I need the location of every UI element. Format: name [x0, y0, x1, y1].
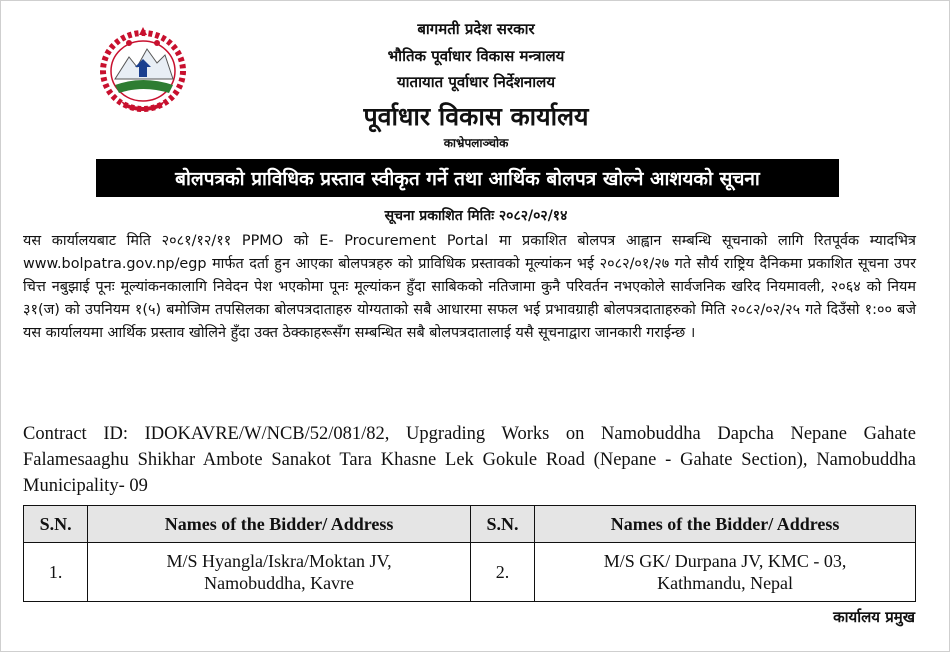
bidder-name: M/S GK/ Durpana JV, KMC - 03, [603, 551, 847, 571]
office-location: काभ्रेपलाञ्चोक [443, 136, 509, 150]
ministry-name: भौतिक पूर्वाधार विकास मन्त्रालय [387, 47, 565, 65]
bidder-address: Namobuddha, Kavre [204, 573, 355, 593]
bidder-address: Kathmandu, Nepal [657, 573, 794, 593]
notice-title-banner [96, 159, 839, 197]
bidder-table [23, 505, 916, 602]
government-name: बागमती प्रदेश सरकार [417, 20, 535, 38]
office-title: पूर्वाधार विकास कार्यालय [363, 102, 589, 131]
contract-details: Contract ID: IDOKAVRE/W/NCB/52/081/82, Upgrading Works on Namobuddha Dapcha Nepane Gahate Falamesaaghu Shikhar Ambote Sanakot Tara Khasne Lek Gokule Road (Nepane - Gahate Section), Namobuddha Municipality- 09 [23, 424, 916, 496]
notice-title: बोलपत्रको प्राविधिक प्रस्ताव स्वीकृत गर्ने तथा आर्थिक बोलपत्र खोल्ने आशयको सूचना [175, 168, 760, 190]
table-row [24, 543, 916, 602]
notice-body: यस कार्यालयबाट मिति २०८१/१२/११ PPMO को E- Procurement Portal मा प्रकाशित बोलपत्र आह्वान सम्बन्धि सूचनाको लागि रितपूर्वक म्यादभित्र www.bolpatra.gov.np/egp मार्फत दर्ता हुन आएका बोलपत्रहरु को प्राविधिक प्रस्तावको मूल्यांकन भई २०८२/०१/२७ गते सौर्य राष्ट्रिय दैनिकमा प्रकाशित सूचना उपर चित्त नबुझाई पूनः मूल्यांकनकालागि निवेदन पेश भएकोमा पूनः मूल्यांकन हुँदा साबिकको नतिजामा कुनै परिवर्तन नभएकोले सार्वजनिक खरिद नियमावली, २०६४ को नियम ३१(ज) को उपनियम १(५) बमोजिम तपसिलका बोलपत्रदाताहरु योग्यताको सबै आधारमा सफल भई प्रभावग्राही बोलपत्रदाताहरुको मिति २०८२/०२/२५ गते दिउँसो १:०० बजे यस कार्यालयमा आर्थिक प्रस्ताव खोलिने हुँदा उक्त ठेक्काहरूसँग सम्बन्धित सबै बोलपत्रदातालाई यसै सूचनाद्वारा जानकारी गराईन्छ । [23, 233, 916, 341]
bidder-sn: 2. [470, 543, 534, 602]
signatory: कार्यालय प्रमुख [833, 608, 915, 626]
header-sn: S.N. [470, 506, 534, 543]
header-sn: S.N. [24, 506, 88, 543]
publication-date: सूचना प्रकाशित मितिः २०८२/०२/१४ [384, 208, 568, 224]
header-bidder: Names of the Bidder/ Address [88, 506, 471, 543]
bidder-cell [88, 543, 471, 602]
header-bidder: Names of the Bidder/ Address [535, 506, 916, 543]
bidder-cell [535, 543, 916, 602]
directorate-name: यातायात पूर्वाधार निर्देशनालय [396, 73, 556, 91]
table-header-row [24, 506, 916, 543]
bidder-sn: 1. [24, 543, 88, 602]
bidder-name: M/S Hyangla/Iskra/Moktan JV, [166, 551, 392, 571]
